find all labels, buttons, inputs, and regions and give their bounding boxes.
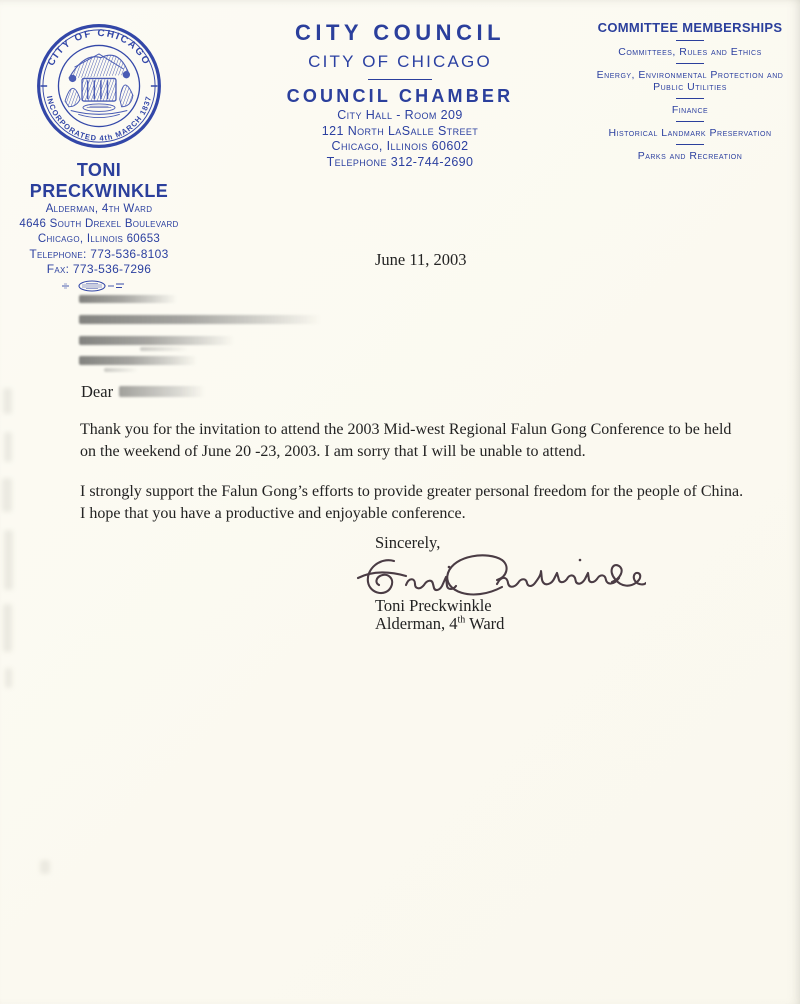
committee-item: Finance [671,104,709,116]
committee-memberships-block [588,20,792,162]
council-street: 121 North LaSalle Street [321,123,479,138]
scan-smudge [4,432,12,462]
council-room: City Hall - Room 209 [337,108,463,122]
sender-address: 4646 South Drexel Boulevard [19,218,179,230]
divider [676,144,704,145]
signer-title-prefix: Alderman, 4 [375,614,458,633]
city-of-chicago-subtitle: CITY OF CHICAGO [308,52,492,71]
seal-top-text: CITY OF CHICAGO [45,27,153,68]
redacted-recipient-line [79,336,234,345]
city-of-chicago-seal-icon [33,20,165,152]
seal-scene [65,54,133,118]
signer-title-suffix: Ward [465,614,505,633]
redacted-recipient-line [140,347,188,351]
signer-name: Toni Preckwinkle [375,596,492,615]
sender-telephone: Telephone: 773-536-8103 [29,247,169,261]
seal-bottom-text: INCORPORATED 4th MARCH 1837 [44,94,154,143]
redacted-recipient-line [79,356,197,365]
sender-title: Alderman, 4th Ward [45,203,153,215]
body-paragraph: Thank you for the invitation to attend the 2003 Mid-west Regional Falun Gong Conference to be held on the weekend of June 20 -23, 2003. I am sorry that I will be unable to attend. [80,421,732,460]
sender-block [8,20,190,292]
committee-item: Parks and Recreation [637,150,743,162]
redacted-recipient-line [104,368,138,372]
council-telephone: Telephone 312-744-2690 [326,154,474,169]
salutation-text: Dear [81,382,114,401]
redacted-recipient-line [79,315,321,324]
scan-smudge [5,668,12,688]
scan-smudge [3,388,12,414]
date-line: June 11, 2003 [375,250,467,269]
sender-name: TONI PRECKWINKLE [29,160,169,201]
committee-memberships-title: COMMITTEE MEMBERSHIPS [597,20,783,35]
divider [676,40,704,41]
redacted-recipient-line [79,295,177,303]
city-council-title: CITY COUNCIL [294,20,506,45]
committee-item: Committees, Rules and Ethics [618,46,762,58]
salutation [81,382,205,402]
redacted-recipient-name [119,386,205,397]
scan-smudge [4,530,13,590]
body-paragraph: I strongly support the Falun Gong’s efforts to provide greater personal freedom for the people of China. I hope that you have a productive and enjoyable conference. [80,483,744,522]
signer-title [375,614,504,634]
closing: Sincerely, [375,533,441,552]
council-chamber-heading: COUNCIL CHAMBER [286,86,514,106]
council-city: Chicago, Illinois 60602 [331,139,469,153]
scan-smudge [3,604,12,652]
scan-smudge [2,478,12,512]
divider [676,121,704,122]
committee-item: Energy, Environmental Protection and Public Utilities [596,69,784,93]
sender-city: Chicago, Illinois 60653 [37,233,161,245]
divider [676,63,704,64]
committee-item: Historical Landmark Preservation [608,127,772,139]
scan-smudge [40,860,50,874]
union-bug-icon [60,280,138,292]
signer-title-ordinal: th [457,614,466,626]
council-block [250,20,550,169]
divider [676,98,704,99]
divider [368,79,432,80]
sender-fax: Fax: 773-536-7296 [46,262,152,276]
